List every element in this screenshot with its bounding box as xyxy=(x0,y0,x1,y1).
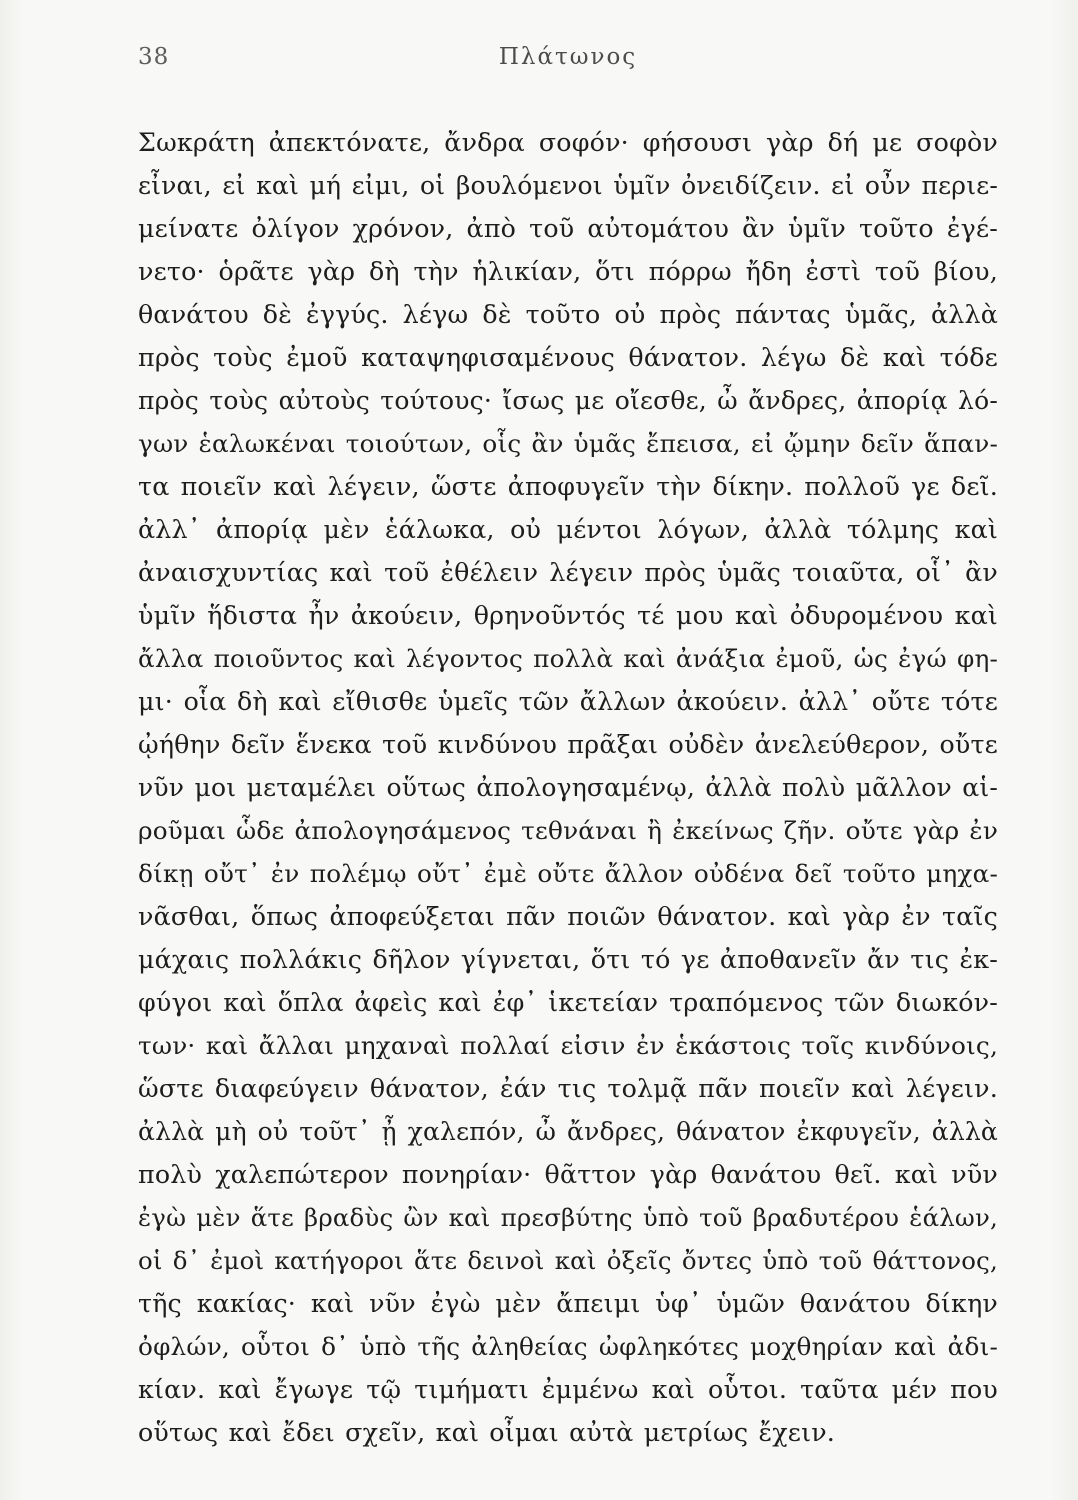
text-line: γων ἑαλωκέναι τοιούτων, οἷς ἂν ὑμᾶς ἔπεισα, εἰ ᾤμην δεῖν ἅπαν- xyxy=(138,429,998,458)
text-line: πολὺ χαλεπώτερον πονηρίαν· θᾶττον γὰρ θανάτου θεῖ. καὶ νῦν xyxy=(138,1160,998,1189)
text-line: ἀλλ᾽ ἀπορίᾳ μὲν ἑάλωκα, οὐ μέντοι λόγων, ἀλλὰ τόλμης καὶ xyxy=(138,515,998,544)
text-line: οὕτως καὶ ἔδει σχεῖν, καὶ οἶμαι αὐτὰ μετρίως ἔχειν. xyxy=(138,1418,836,1447)
text-line: ροῦμαι ὧδε ἀπολογησάμενος τεθνάναι ἢ ἐκείνως ζῆν. οὔτε γὰρ ἐν xyxy=(138,816,999,845)
text-line: μι· οἷα δὴ καὶ εἴθισθε ὑμεῖς τῶν ἄλλων ἀκούειν. ἀλλ᾽ οὔτε τότε xyxy=(138,687,998,716)
running-head xyxy=(138,44,998,84)
text-line: ὥστε διαφεύγειν θάνατον, ἐάν τις τολμᾷ πᾶν ποιεῖν καὶ λέγειν. xyxy=(138,1074,998,1103)
text-line: ἐγὼ μὲν ἅτε βραδὺς ὢν καὶ πρεσβύτης ὑπὸ τοῦ βραδυτέρου ἑάλων, xyxy=(138,1203,998,1232)
running-title: Πλάτωνος xyxy=(498,44,638,70)
text-line: νῦν μοι μεταμέλει οὕτως ἀπολογησαμένῳ, ἀλλὰ πολὺ μᾶλλον αἱ- xyxy=(138,773,998,802)
text-line: τα ποιεῖν καὶ λέγειν, ὥστε ἀποφυγεῖν τὴν δίκην. πολλοῦ γε δεῖ. xyxy=(138,472,998,501)
text-line: ὀφλών, οὗτοι δ᾽ ὑπὸ τῆς ἀληθείας ὠφληκότες μοχθηρίαν καὶ ἀδι- xyxy=(138,1332,998,1361)
text-line: μάχαις πολλάκις δῆλον γίγνεται, ὅτι τό γε ἀποθανεῖν ἄν τις ἐκ- xyxy=(138,945,998,974)
text-line: Σωκράτη ἀπεκτόνατε, ἄνδρα σοφόν· φήσουσι γὰρ δή με σοφὸν xyxy=(138,128,998,157)
text-line: δίκῃ οὔτ᾽ ἐν πολέμῳ οὔτ᾽ ἐμὲ οὔτε ἄλλον οὐδένα δεῖ τοῦτο μηχα- xyxy=(138,859,998,888)
text-line: πρὸς τοὺς αὐτοὺς τούτους· ἴσως με οἴεσθε, ὦ ἄνδρες, ἀπορίᾳ λό- xyxy=(138,386,998,415)
text-line: ἄλλα ποιοῦντος καὶ λέγοντος πολλὰ καὶ ἀνάξια ἐμοῦ, ὡς ἐγώ φη- xyxy=(138,644,998,673)
text-line: νᾶσθαι, ὅπως ἀποφεύξεται πᾶν ποιῶν θάνατον. καὶ γὰρ ἐν ταῖς xyxy=(138,902,998,931)
text-line: ἀναισχυντίας καὶ τοῦ ἐθέλειν λέγειν πρὸς ὑμᾶς τοιαῦτα, οἷ᾽ ἂν xyxy=(138,558,998,587)
text-line: μείνατε ὀλίγον χρόνον, ἀπὸ τοῦ αὐτομάτου ἂν ὑμῖν τοῦτο ἐγέ- xyxy=(138,214,998,243)
text-line: ᾠήθην δεῖν ἕνεκα τοῦ κινδύνου πρᾶξαι οὐδὲν ἀνελεύθερον, οὔτε xyxy=(138,730,998,759)
text-line: θανάτου δὲ ἐγγύς. λέγω δὲ τοῦτο οὐ πρὸς πάντας ὑμᾶς, ἀλλὰ xyxy=(138,300,998,329)
text-line: φύγοι καὶ ὅπλα ἀφεὶς καὶ ἐφ᾽ ἱκετείαν τραπόμενος τῶν διωκόν- xyxy=(138,988,998,1017)
body-text xyxy=(138,121,998,1454)
text-line: τῆς κακίας· καὶ νῦν ἐγὼ μὲν ἄπειμι ὑφ᾽ ὑμῶν θανάτου δίκην xyxy=(138,1289,998,1318)
text-line: εἶναι, εἰ καὶ μή εἰμι, οἱ βουλόμενοι ὑμῖν ὀνειδίζειν. εἰ οὖν περιε- xyxy=(138,171,998,200)
page-number: 38 xyxy=(138,44,170,70)
text-line: νετο· ὁρᾶτε γὰρ δὴ τὴν ἡλικίαν, ὅτι πόρρω ἤδη ἐστὶ τοῦ βίου, xyxy=(138,257,998,286)
text-line: πρὸς τοὺς ἐμοῦ καταψηφισαμένους θάνατον. λέγω δὲ καὶ τόδε xyxy=(138,343,998,372)
text-line: των· καὶ ἄλλαι μηχαναὶ πολλαί εἰσιν ἐν ἑκάστοις τοῖς κινδύνοις, xyxy=(138,1031,998,1060)
text-line: ὑμῖν ἥδιστα ἦν ἀκούειν, θρηνοῦντός τέ μου καὶ ὀδυρομένου καὶ xyxy=(138,601,998,630)
text-line: ἀλλὰ μὴ οὐ τοῦτ᾽ ᾖ χαλεπόν, ὦ ἄνδρες, θάνατον ἐκφυγεῖν, ἀλλὰ xyxy=(138,1117,998,1146)
text-line: κίαν. καὶ ἔγωγε τῷ τιμήματι ἐμμένω καὶ οὗτοι. ταῦτα μέν που xyxy=(138,1375,998,1404)
text-line: οἱ δ᾽ ἐμοὶ κατήγοροι ἅτε δεινοὶ καὶ ὀξεῖς ὄντες ὑπὸ τοῦ θάττονος, xyxy=(138,1246,998,1275)
